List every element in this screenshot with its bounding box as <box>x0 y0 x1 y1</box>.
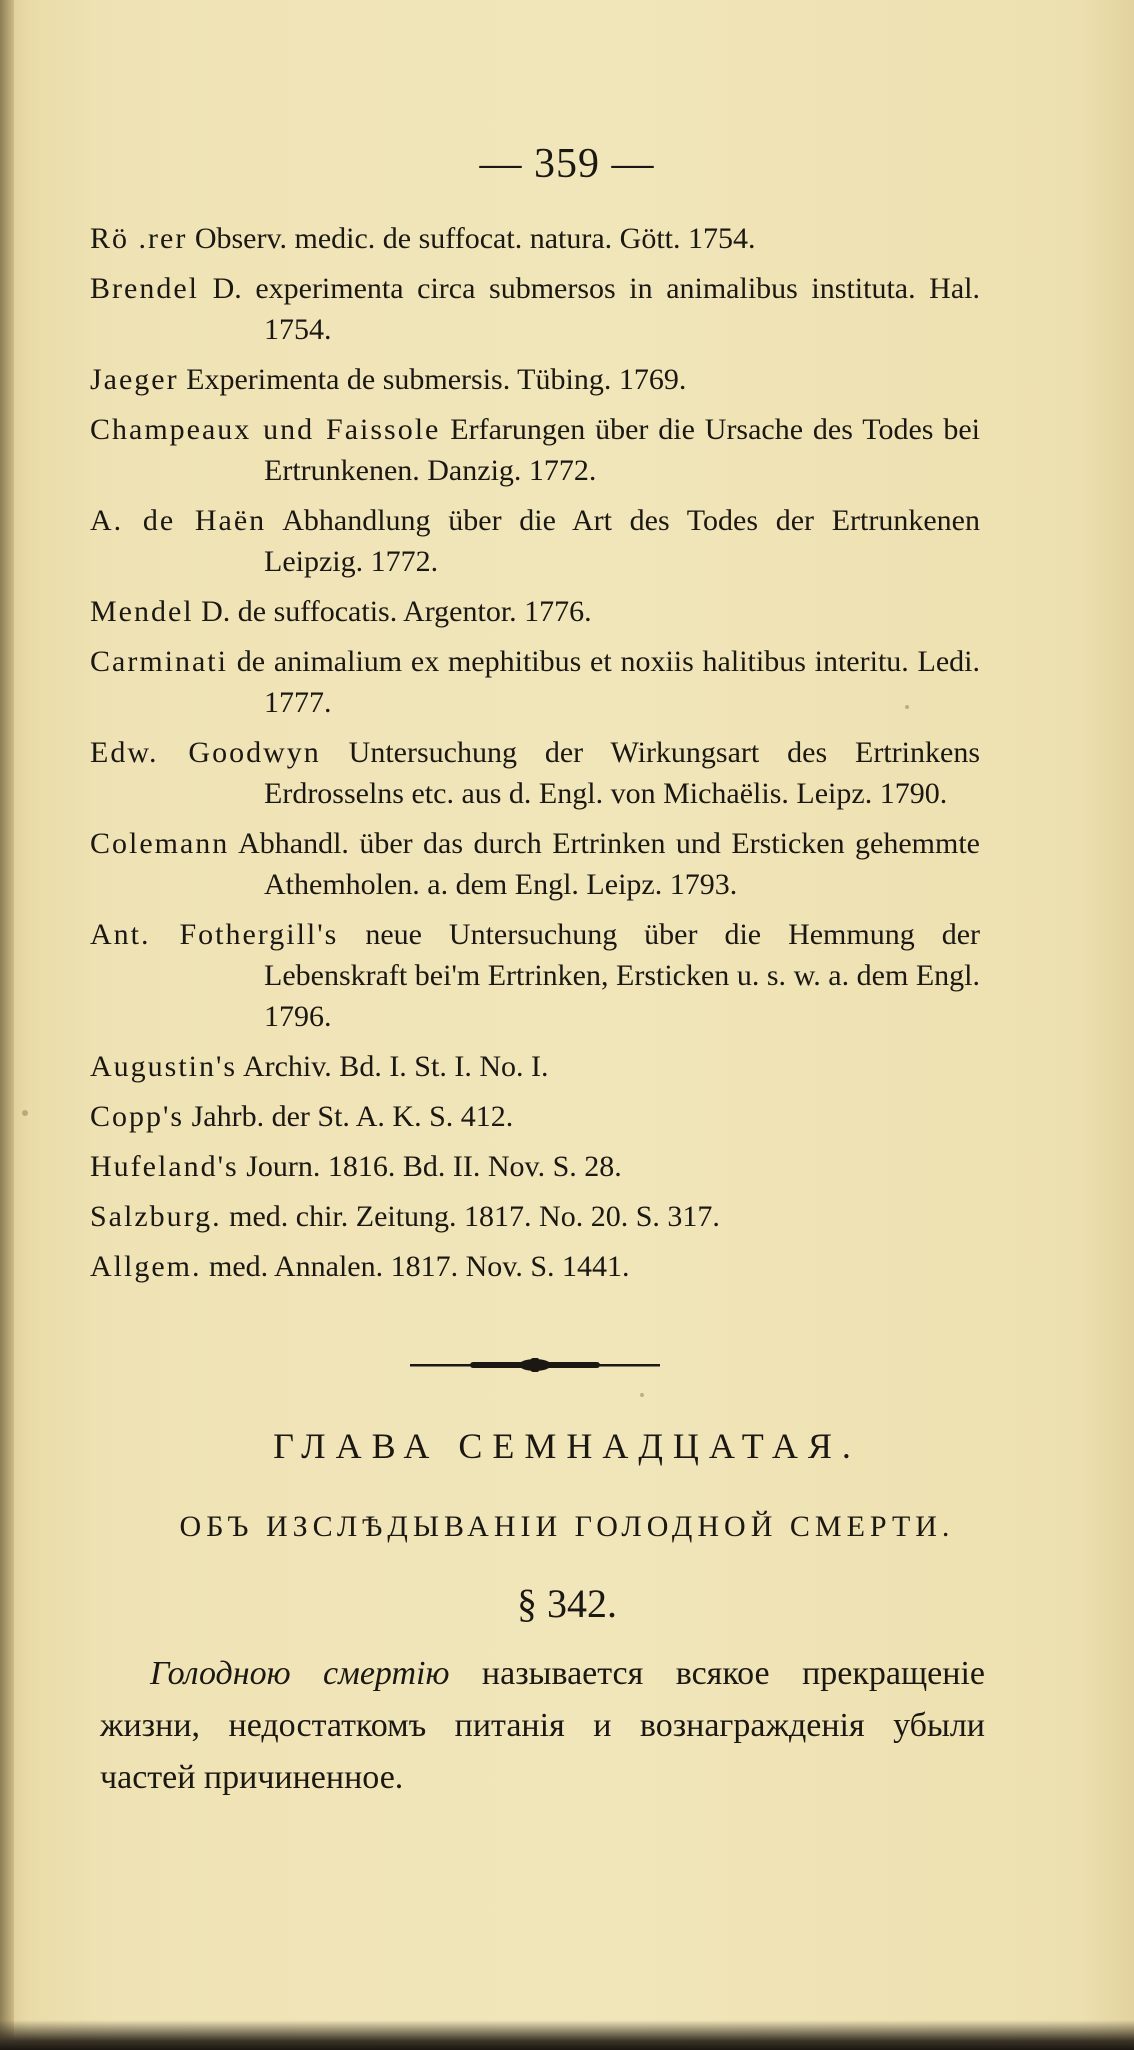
reference-item <box>90 641 980 723</box>
reference-item <box>90 1246 980 1287</box>
reference-item <box>90 359 980 400</box>
reference-author: Rö .rer <box>90 222 188 255</box>
page-number: — 359 — <box>479 141 655 187</box>
page-bottom-shadow <box>0 2020 1134 2050</box>
reference-text: neue Untersuchung über die Hemmung der Lebenskraft bei'm Ertrinken, Ersticken u. s. w. a. dem Engl. 1796. <box>264 918 980 1033</box>
chapter-title: ГЛАВА СЕМНАДЦАТАЯ. <box>273 1426 861 1466</box>
section-number: § 342. <box>517 1581 617 1626</box>
reference-item <box>90 732 980 814</box>
reference-text: de animalium ex mephitibus et noxiis halitibus interitu. Ledi. 1777. <box>236 645 981 719</box>
reference-text: Journ. 1816. Bd. II. Nov. S. 28. <box>246 1150 622 1183</box>
reference-item <box>90 500 980 582</box>
reference-author: Hufeland's <box>90 1150 239 1183</box>
reference-text: D. experimenta circa submersos in animalibus instituta. Hal. 1754. <box>212 272 980 346</box>
body-paragraph <box>100 1648 985 1804</box>
reference-text: Untersuchung der Wirkungsart des Ertrinkens Erdrosselns etc. aus d. Engl. von Michaëlis. Leipz. 1790. <box>264 736 980 810</box>
ornament-rule <box>410 1356 660 1374</box>
reference-item <box>90 1046 980 1087</box>
reference-item <box>90 914 980 1037</box>
reference-author: Copp's <box>90 1100 185 1133</box>
reference-text: Jahrb. der St. A. K. S. 412. <box>191 1100 514 1133</box>
paper-speck <box>640 1393 644 1397</box>
reference-author: Salzburg. <box>90 1200 222 1233</box>
chapter-subtitle: ОБЪ ИЗСЛѢДЫВАНІИ ГОЛОДНОЙ СМЕРТИ. <box>179 1510 955 1543</box>
reference-author: Edw. Goodwyn <box>90 736 321 769</box>
paper-speck <box>905 705 909 709</box>
reference-text: Erfarungen über die Ursache des Todes bei Ertrunkenen. Danzig. 1772. <box>264 413 980 487</box>
paper-speck <box>22 1110 28 1116</box>
reference-text: Observ. medic. de suffocat. natura. Gött. 1754. <box>194 222 756 255</box>
reference-author: Jaeger <box>90 363 179 396</box>
reference-item <box>90 409 980 491</box>
reference-item <box>90 591 980 632</box>
reference-author: Carminati <box>90 645 228 678</box>
reference-text: Abhandlung über die Art des Todes der Ertrunkenen Leipzig. 1772. <box>264 504 980 578</box>
reference-item <box>90 218 980 259</box>
reference-author: Allgem. <box>90 1250 202 1283</box>
reference-author: Brendel <box>90 272 199 305</box>
reference-author: Champeaux und Faissole <box>90 413 441 446</box>
reference-item <box>90 1196 980 1237</box>
reference-author: Ant. Fothergill's <box>90 918 339 951</box>
reference-item <box>90 1096 980 1137</box>
reference-author: A. de Haën <box>90 504 267 537</box>
reference-author: Augustin's <box>90 1050 238 1083</box>
reference-author: Mendel <box>90 595 194 628</box>
reference-list <box>90 218 980 1296</box>
body-text: называется всякое прекращеніе жизни, недостаткомъ питанія и вознагражденія убыли частей причиненное. <box>100 1655 985 1796</box>
reference-item <box>90 1146 980 1187</box>
reference-text: Archiv. Bd. I. St. I. No. I. <box>242 1050 549 1083</box>
reference-text: Experimenta de submersis. Tübing. 1769. <box>186 363 687 396</box>
reference-text: med. Annalen. 1817. Nov. S. 1441. <box>209 1250 630 1283</box>
reference-text: D. de suffocatis. Argentor. 1776. <box>201 595 592 628</box>
reference-author: Colemann <box>90 827 230 860</box>
reference-text: med. chir. Zeitung. 1817. No. 20. S. 317. <box>229 1200 720 1233</box>
reference-item <box>90 823 980 905</box>
book-spine-shadow <box>0 0 14 2050</box>
reference-text: Abhandl. über das durch Ertrinken und Ersticken gehemmte Athemholen. a. dem Engl. Leipz. 1793. <box>238 827 980 901</box>
reference-item <box>90 268 980 350</box>
defined-term: Голодною смертію <box>150 1655 450 1692</box>
